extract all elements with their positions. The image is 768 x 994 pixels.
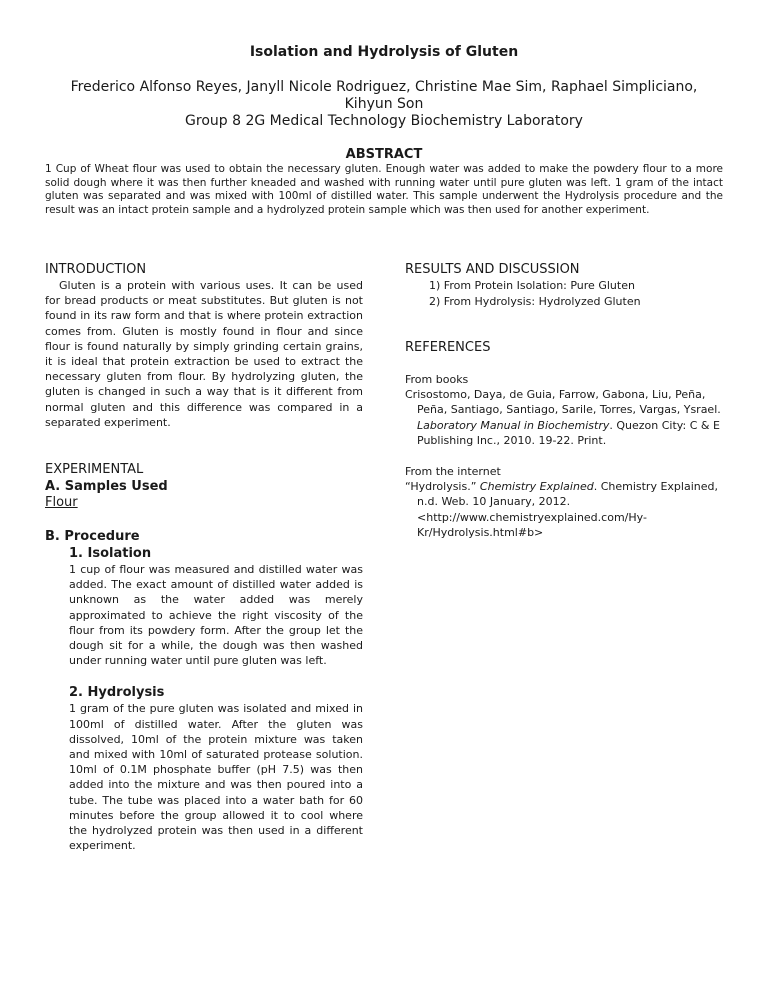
book-ref-authors: Crisostomo, Daya, de Guia, Farrow, Gabona, Liu, Peña, Peña, Santiago, Santiago, Sarile, Torres, Vargas, Ysrael.	[405, 388, 721, 417]
experimental-heading: EXPERIMENTAL	[45, 462, 144, 478]
list-item: 1) From Protein Isolation: Pure Gluten	[429, 279, 635, 292]
web-reference	[405, 479, 723, 540]
books-label: From books	[405, 373, 469, 386]
book-reference	[405, 387, 723, 448]
isolation-body: 1 cup of flour was measured and distilled water was added. The exact amount of distilled water added is unknown as the water added was merely approximated to achieve the right viscosity of the flour from its powdery form. After the group let the dough sit for a while, the dough was then washed under running water until pure gluten was left.	[69, 563, 363, 668]
sample-flour: Flour	[45, 495, 78, 511]
web-ref-article: “Hydrolysis.”	[405, 480, 480, 494]
right-column	[405, 262, 723, 540]
results-heading: RESULTS AND DISCUSSION	[405, 262, 580, 277]
results-list	[429, 278, 723, 310]
book-ref-publisher: . Quezon City: C & E Publishing Inc., 2010. 19-22. Print.	[417, 418, 720, 447]
samples-used-heading: A. Samples Used	[45, 479, 168, 495]
paper-title: Isolation and Hydrolysis of Gluten	[249, 44, 519, 60]
list-item: 2) From Hydrolysis: Hydrolyzed Gluten	[429, 295, 641, 308]
web-ref-site: Chemistry Explained	[479, 480, 594, 494]
introduction-body: Gluten is a protein with various uses. It can be used for bread products or meat substitutes. But gluten is not found in its raw form and that is where protein extraction comes from. Gluten is mostly found in flour and since flour is found naturally by simply grinding certain grains, it is ideal that protein extraction be used to extract the necessary gluten from flour. By hydrolyzing gluten, the gluten is changed in such a way that is it different from normal gluten and this difference was compared in a separated experiment.	[45, 279, 363, 429]
left-column	[45, 262, 363, 853]
isolation-heading: 1. Isolation	[69, 546, 152, 562]
references-heading: REFERENCES	[405, 340, 491, 355]
hydrolysis-heading: 2. Hydrolysis	[69, 685, 165, 701]
introduction-heading: INTRODUCTION	[45, 262, 147, 277]
author-list: Frederico Alfonso Reyes, Janyll Nicole Rodriguez, Christine Mae Sim, Raphael Simpliciano, Kihyun Son	[70, 79, 698, 112]
internet-label: From the internet	[405, 465, 501, 479]
book-ref-title: Laboratory Manual in Biochemistry	[417, 418, 610, 432]
group-line: Group 8 2G Medical Technology Biochemistry Laboratory	[185, 113, 583, 129]
web-ref-details: . Chemistry Explained, n.d. Web. 10 January, 2012. <http://www.chemistryexplained.com/Hy-Kr/Hydrolysis.html#b>	[417, 480, 718, 539]
procedure-heading: B. Procedure	[45, 529, 140, 545]
abstract-heading: ABSTRACT	[345, 147, 423, 162]
hydrolysis-body: 1 gram of the pure gluten was isolated and mixed in 100ml of distilled water. After the gluten was dissolved, 10ml of the protein mixture was taken and mixed with 10ml of saturated protease solution. 10ml of 0.1M phosphate buffer (pH 7.5) was then added into the mixture and was then poured into a tube. The tube was placed into a water bath for 60 minutes before the group allowed it to cool where the hydrolyzed protein was then used in a different experiment.	[69, 702, 363, 853]
abstract-body: 1 Cup of Wheat flour was used to obtain the necessary gluten. Enough water was added to make the powdery flour to a more solid dough where it was then further kneaded and washed with running water until pure gluten was left. 1 gram of the intact gluten was separated and was mixed with 100ml of distilled water. This sample underwent the Hydrolysis procedure and the result was an intact protein sample and a hydrolyzed protein sample which was then used for another experiment.	[45, 163, 723, 216]
